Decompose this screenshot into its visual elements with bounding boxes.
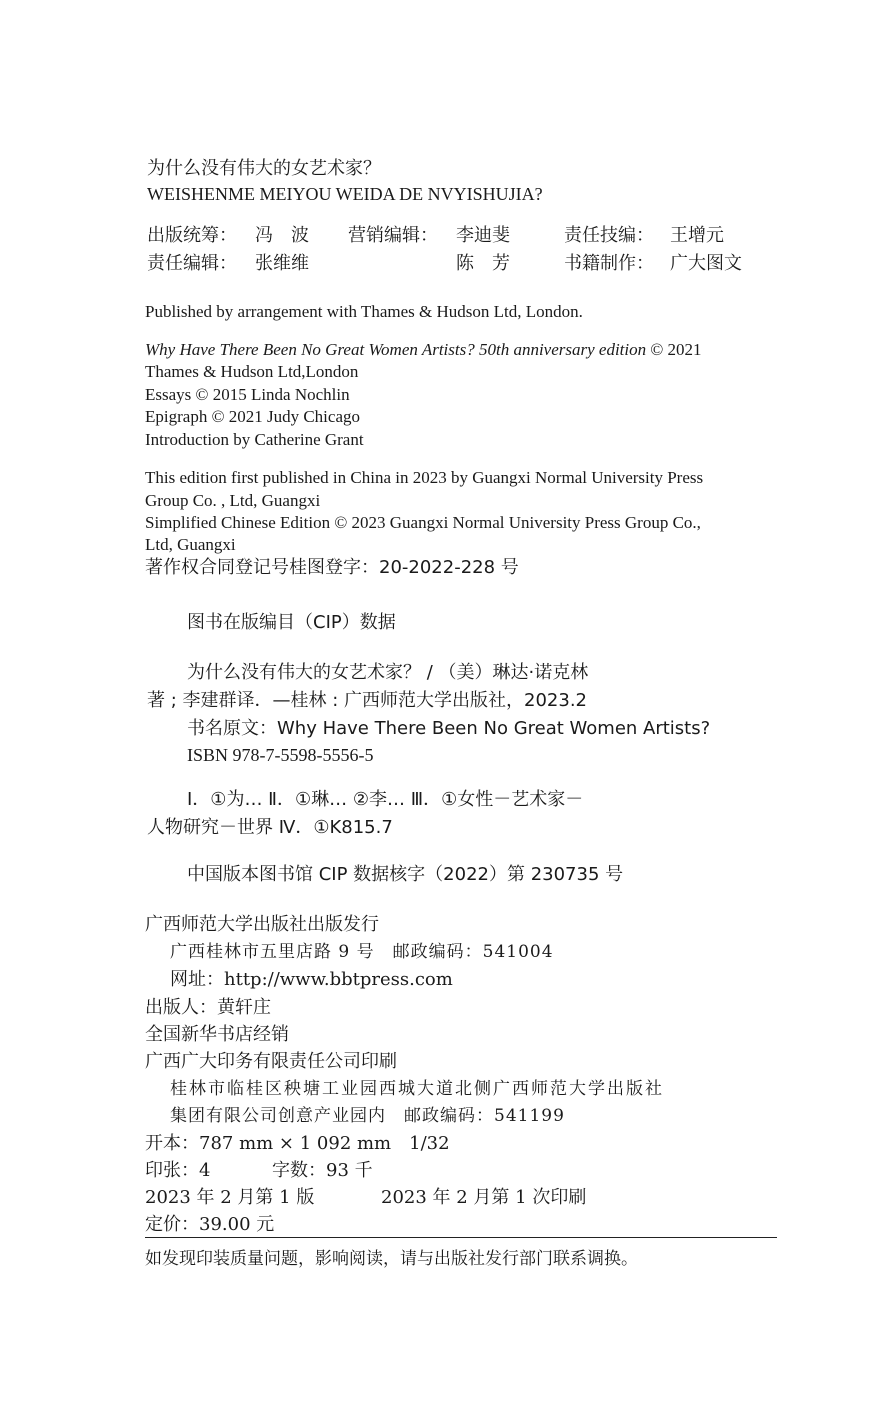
edition-note: This edition first published in China in 2023 by Guangxi Normal University Press	[145, 468, 704, 487]
edition-date: 2023 年 2 月第 1 版	[145, 1187, 315, 1208]
simplified-edition-cont: Ltd, Guangxi	[145, 535, 236, 554]
title-zh: 为什么没有伟大的女艺术家？	[147, 158, 381, 179]
title-pinyin: WEISHENME MEIYOU WEIDA DE NVYISHUJIA?	[147, 184, 543, 204]
credit-label: 书籍制作：	[564, 253, 654, 274]
credit-label: 出版统筹：	[147, 225, 237, 246]
cip-heading: 图书在版编目（CIP）数据	[187, 612, 396, 633]
edition-note-cont: Group Co. , Ltd, Guangxi	[145, 491, 321, 510]
cip-entry-cont: 著 ; 李建群译．—桂林 : 广西师范大学出版社，2023.2	[147, 690, 587, 711]
printer-address-cont: 集团有限公司创意产业园内 邮政编码：541199	[170, 1106, 565, 1126]
publisher-name: 广西师范大学出版社出版发行	[145, 914, 379, 935]
copyright-year: © 2021	[646, 340, 702, 359]
registration-number: 著作权合同登记号桂图登字：20-2022-228 号	[145, 557, 519, 578]
credit-value: 李迪斐	[456, 225, 510, 246]
price: 定价：39.00 元	[145, 1214, 275, 1235]
credit-label: 营销编辑：	[348, 225, 438, 246]
original-title: Why Have There Been No Great Women Artists? 50th anniversary edition	[145, 340, 647, 359]
printing-date: 2023 年 2 月第 1 次印刷	[381, 1187, 587, 1208]
copyright-holder: Thames & Hudson Ltd,London	[145, 362, 359, 381]
credit-value: 陈 芳	[456, 253, 510, 274]
simplified-edition: Simplified Chinese Edition © 2023 Guangxi Normal University Press Group Co.,	[145, 513, 701, 532]
credit-label: 责任编辑：	[147, 253, 237, 274]
cip-subjects: Ⅰ．①为… Ⅱ．①琳… ②李… Ⅲ．①女性－艺术家－	[187, 789, 584, 810]
credit-value: 张维维	[255, 253, 309, 274]
cip-entry: 为什么没有伟大的女艺术家？ / （美）琳达·诺克林	[187, 662, 589, 683]
isbn: ISBN 978-7-5598-5556-5	[187, 745, 374, 765]
publisher-website: 网址：http://www.bbtpress.com	[170, 969, 453, 990]
publisher-person: 出版人：黄轩庄	[145, 997, 271, 1018]
credit-value: 王增元	[670, 225, 724, 246]
cip-subjects-cont: 人物研究－世界 Ⅳ．①K815.7	[147, 817, 393, 838]
credit-label: 责任技编：	[564, 225, 654, 246]
distributor: 全国新华书店经销	[145, 1024, 289, 1045]
book-format: 开本：787 mm × 1 092 mm 1/32	[145, 1133, 450, 1154]
printer-address: 桂林市临桂区秧塘工业园西城大道北侧广西师范大学出版社	[170, 1079, 664, 1099]
published-by: Published by arrangement with Thames & Hudson Ltd, London.	[145, 302, 583, 321]
essays-copyright: Essays © 2015 Linda Nochlin	[145, 385, 350, 404]
cip-original-title: 书名原文：Why Have There Been No Great Women Artists?	[187, 718, 711, 739]
copyright-original	[145, 339, 702, 361]
credit-value: 广大图文	[670, 253, 742, 274]
quality-notice: 如发现印装质量问题，影响阅读，请与出版社发行部门联系调换。	[145, 1249, 638, 1269]
publisher-address: 广西桂林市五里店路 9 号 邮政编码：541004	[170, 942, 554, 962]
print-sheets: 印张：4	[145, 1160, 211, 1181]
divider-line	[145, 1237, 777, 1238]
cip-number: 中国版本图书馆 CIP 数据核字（2022）第 230735 号	[187, 864, 624, 885]
introduction-credit: Introduction by Catherine Grant	[145, 430, 364, 449]
word-count: 字数：93 千	[272, 1160, 373, 1181]
credit-value: 冯 波	[255, 225, 309, 246]
epigraph-copyright: Epigraph © 2021 Judy Chicago	[145, 407, 360, 426]
printer: 广西广大印务有限责任公司印刷	[145, 1051, 397, 1072]
